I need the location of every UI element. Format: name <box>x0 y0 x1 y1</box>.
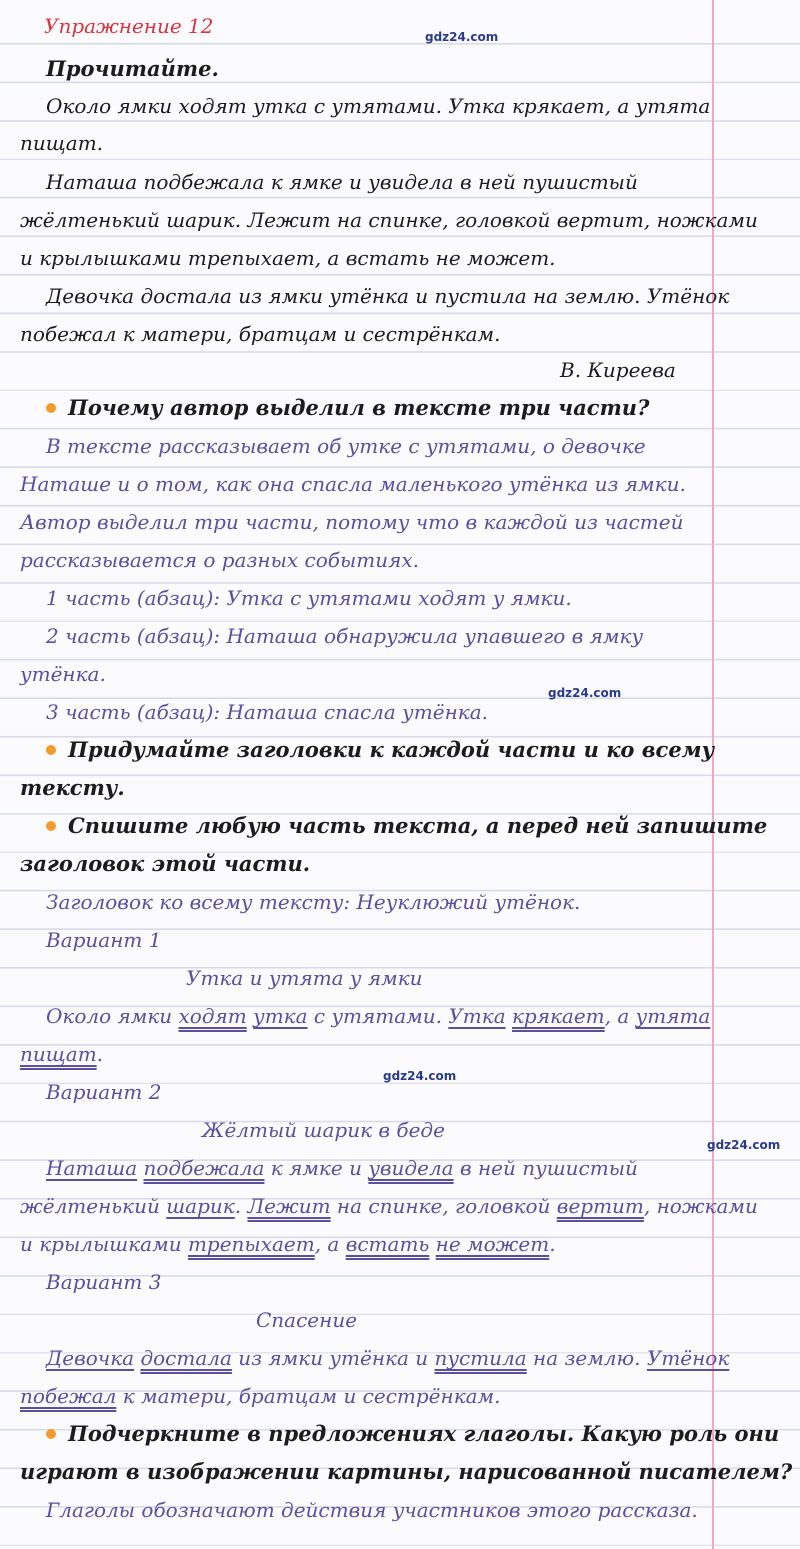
question: заголовок этой части. <box>20 851 311 876</box>
text-segment: к матери, братцам и сестрёнкам. <box>116 1384 501 1408</box>
text-segment: . <box>234 1194 248 1218</box>
variant-text-line <box>20 1382 501 1410</box>
part-line: 1 часть (абзац): Утка с утятами ходят у ямки. <box>46 586 572 610</box>
question: играют в изображении картины, нарисованной писателем? <box>20 1459 793 1484</box>
bullet-icon <box>46 821 56 831</box>
verb-word: пустила <box>434 1346 527 1370</box>
verb-word: пищат <box>20 1042 97 1066</box>
verb-word: вертит <box>556 1194 644 1218</box>
answer-line: В тексте рассказывает об утке с утятами, о девочке <box>46 434 646 458</box>
text-segment: , ножками <box>643 1194 758 1218</box>
watermark-text: gdz24.com <box>707 1138 781 1152</box>
bullet-icon <box>46 1429 56 1439</box>
answer-line: Наташе и о том, как она спасла маленького утёнка из ямки. <box>20 472 686 496</box>
subject-word: шарик <box>166 1194 235 1218</box>
verb-word: встать <box>345 1232 430 1256</box>
subject-word: утка <box>253 1004 308 1028</box>
variant-text-line <box>46 1344 729 1372</box>
question: тексту. <box>20 775 125 800</box>
variant-text-line <box>20 1192 758 1220</box>
text-segment: и крылышками <box>20 1232 188 1256</box>
variant-label: Вариант 2 <box>46 1080 162 1104</box>
watermark-text: gdz24.com <box>383 1069 457 1083</box>
title-all: Заголовок ко всему тексту: Неуклюжий утёнок. <box>46 890 581 914</box>
author: В. Киреева <box>560 358 676 382</box>
answer-line: Глаголы обозначают действия участников этого рассказа. <box>46 1498 698 1522</box>
subject-word: Утёнок <box>646 1346 730 1370</box>
subject-word: утята <box>635 1004 711 1028</box>
variant-label: Вариант 3 <box>46 1270 162 1294</box>
question: Подчеркните в предложениях глаголы. Какую роль они <box>46 1420 779 1448</box>
verb-word: трепыхает <box>187 1232 315 1256</box>
text-segment: , а <box>314 1232 346 1256</box>
text-segment: с утятами. <box>307 1004 449 1028</box>
question: Почему автор выделил в тексте три части? <box>46 394 649 422</box>
text-segment: из ямки утёнка и <box>231 1346 435 1370</box>
text-segment: , а <box>604 1004 636 1028</box>
variant-label: Вариант 1 <box>46 928 162 952</box>
subject-word: Утка <box>448 1004 506 1028</box>
variant-text-line <box>20 1040 103 1068</box>
verb-word: ходят <box>178 1004 247 1028</box>
verb-word: Лежит <box>247 1194 331 1218</box>
variant-text-line <box>20 1230 556 1258</box>
bullet-icon <box>46 403 56 413</box>
verb-word: крякает <box>511 1004 605 1028</box>
part-line: 2 часть (абзац): Наташа обнаружила упавшего в ямку <box>46 624 644 648</box>
variant-text-line <box>46 1154 638 1182</box>
variant-text-line <box>46 1002 710 1030</box>
part-line: 3 часть (абзац): Наташа спасла утёнка. <box>46 700 488 724</box>
story-line: и крылышками трепыхает, а встать не может. <box>20 246 556 270</box>
variant-heading: Утка и утята у ямки <box>186 966 423 990</box>
question: Придумайте заголовки к каждой части и ко всему <box>46 736 714 764</box>
verb-word: достала <box>140 1346 232 1370</box>
story-line: побежал к матери, братцам и сестрёнкам. <box>20 322 501 346</box>
story-line: Около ямки ходят утка с утятами. Утка крякает, а утята <box>46 94 711 118</box>
text-segment: Около ямки <box>46 1004 179 1028</box>
variant-heading: Спасение <box>256 1308 358 1332</box>
answer-line: Автор выделил три части, потому что в каждой из частей <box>20 510 684 534</box>
question: Спишите любую часть текста, а перед ней запишите <box>46 812 767 840</box>
text-segment: в ней пушистый <box>453 1156 638 1180</box>
watermark-text: gdz24.com <box>548 686 622 700</box>
exercise-title: Упражнение 12 <box>44 14 214 38</box>
text-segment: на спинке, головкой <box>330 1194 557 1218</box>
text-segment: на землю. <box>526 1346 647 1370</box>
story-line: пищат. <box>20 131 104 155</box>
story-line: Наташа подбежала к ямке и увидела в ней пушистый <box>46 170 638 194</box>
story-line: жёлтенький шарик. Лежит на спинке, головкой вертит, ножками <box>20 208 758 232</box>
text-segment: . <box>96 1042 104 1066</box>
text-segment: . <box>549 1232 556 1256</box>
instruction: Прочитайте. <box>46 56 219 81</box>
verb-word: увидела <box>368 1156 454 1180</box>
verb-word: не может <box>435 1232 550 1256</box>
bullet-icon <box>46 745 56 755</box>
variant-heading: Жёлтый шарик в беде <box>202 1118 445 1142</box>
watermark-text: gdz24.com <box>425 30 499 44</box>
text-segment: жёлтенький <box>20 1194 167 1218</box>
answer-line: рассказывается о разных событиях. <box>20 548 419 572</box>
subject-word: Девочка <box>46 1346 135 1370</box>
part-line: утёнка. <box>20 662 106 686</box>
verb-word: побежал <box>20 1384 117 1408</box>
story-line: Девочка достала из ямки утёнка и пустила на землю. Утёнок <box>46 284 730 308</box>
verb-word: подбежала <box>143 1156 265 1180</box>
text-segment: к ямке и <box>264 1156 369 1180</box>
subject-word: Наташа <box>46 1156 138 1180</box>
